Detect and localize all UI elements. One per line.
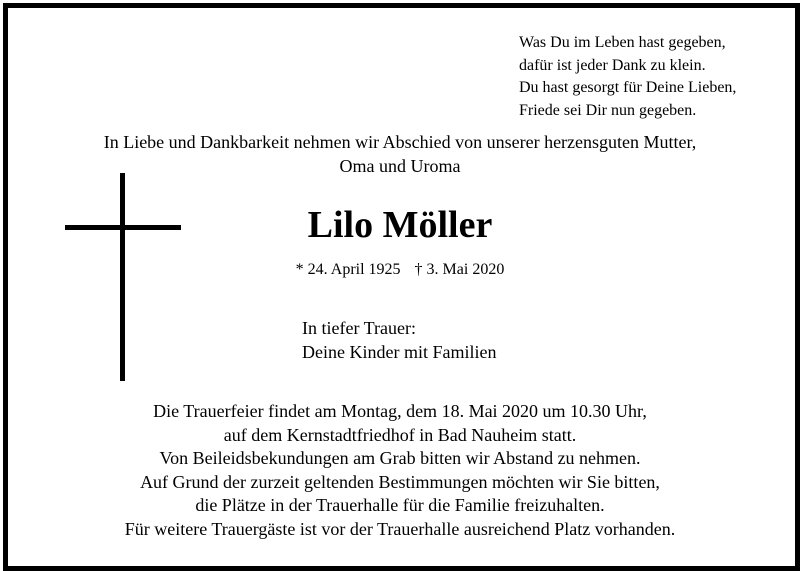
birth-date: * 24. April 1925 [295,261,401,278]
notice-line: die Plätze in der Trauerhalle für die Familie freizuhalten. [195,495,605,515]
intro-line: In Liebe und Dankbarkeit nehmen wir Abschied von unserer herzensguten Mutter, [103,132,697,152]
poem-line: Friede sei Dir nun gegeben. [519,101,697,119]
memorial-poem [519,32,789,122]
mourners-line: In tiefer Trauer: [302,318,416,338]
notice-line: Von Beileidsbekundungen am Grab bitten wir Abstand zu nehmen. [159,448,641,468]
notice-line: auf dem Kernstadtfriedhof in Bad Nauheim statt. [223,424,577,445]
poem-line: Du hast gesorgt für Deine Lieben, [519,79,737,96]
poem-line: dafür ist jeder Dank zu klein. [519,56,706,74]
death-date: † 3. Mai 2020 [414,261,505,278]
notice-line: Für weitere Trauergäste ist vor der Trauerhalle ausreichend Platz vorhanden. [124,518,676,539]
notice-line: Die Trauerfeier findet am Montag, dem 18. Mai 2020 um 10.30 Uhr, [153,401,647,421]
deceased-name: Lilo Möller [307,204,493,246]
mourners-line: Deine Kinder mit Familien [302,342,497,362]
poem-line: Was Du im Leben hast gegeben, [519,34,726,51]
life-dates [0,259,800,281]
mourners-signature [302,316,496,364]
intro-line: Oma und Uroma [339,156,461,176]
funeral-notice [0,400,800,541]
notice-line: Auf Grund der zurzeit geltenden Bestimmungen möchten wir Sie bitten, [140,471,660,492]
farewell-intro [0,130,800,178]
